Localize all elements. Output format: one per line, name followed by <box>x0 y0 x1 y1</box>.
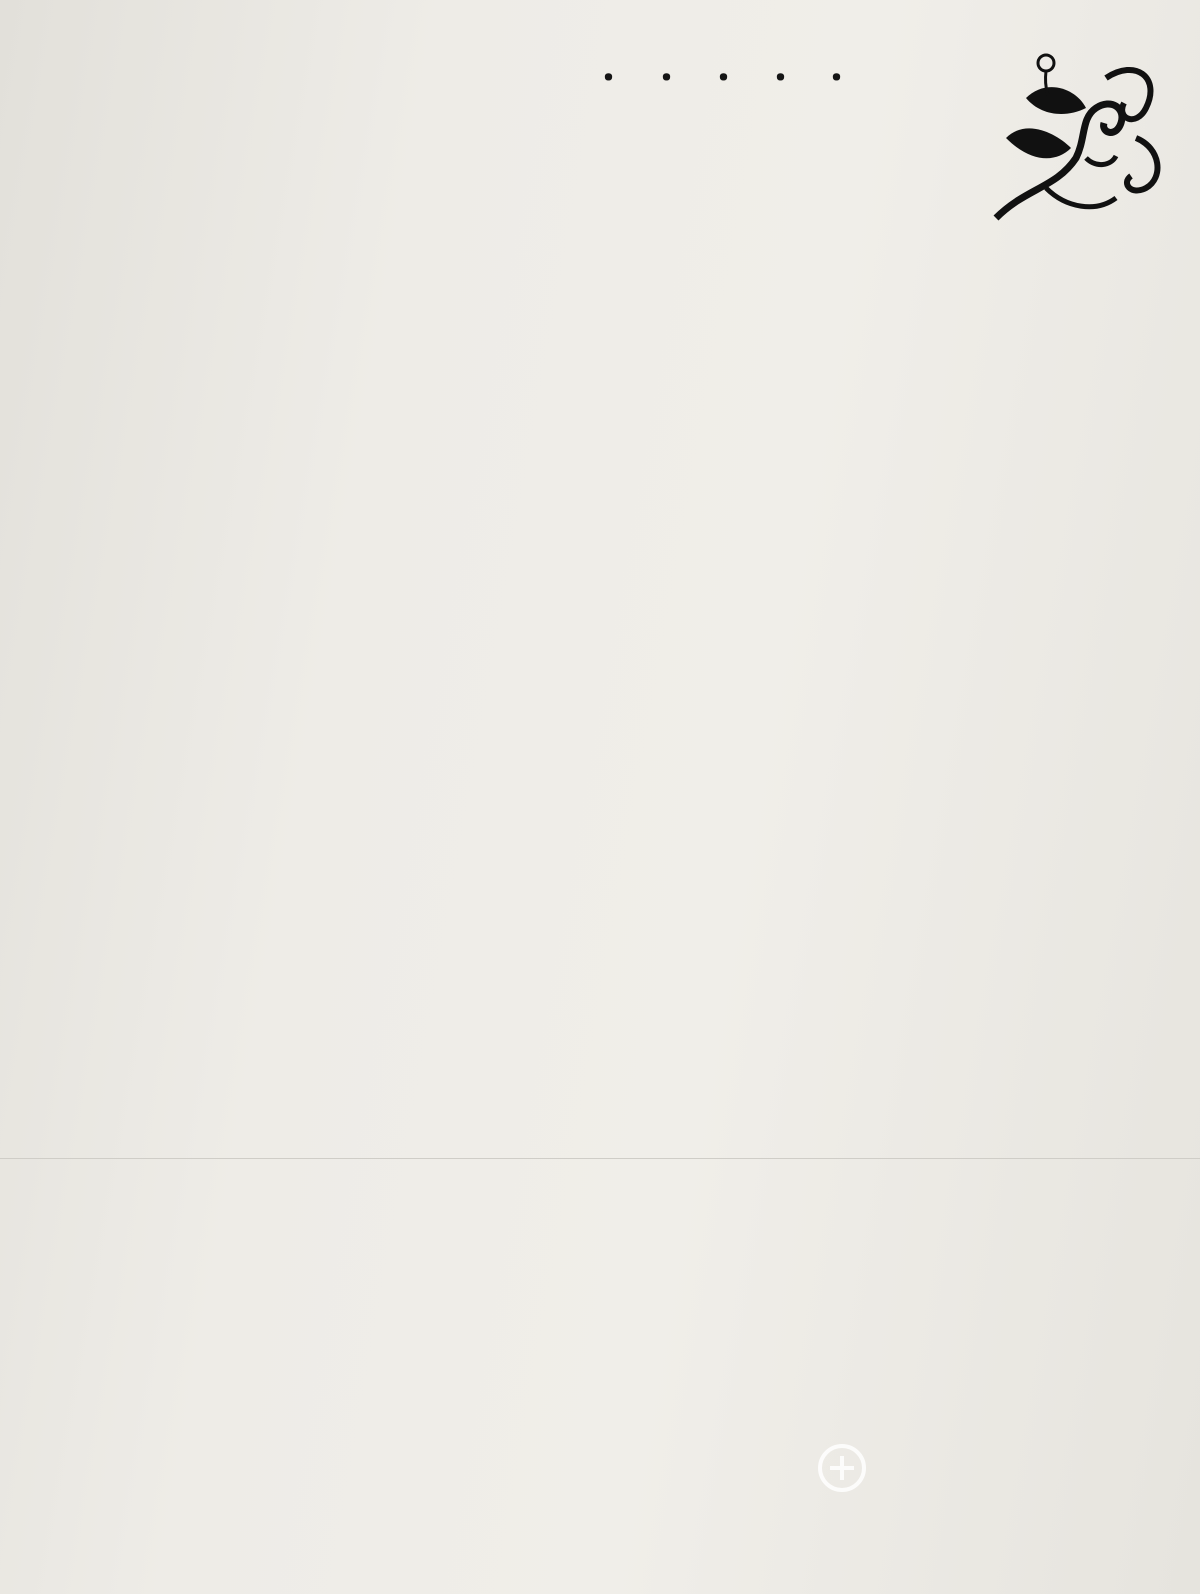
section-divider <box>0 1158 1200 1159</box>
credit-publishing-house: ・ <box>585 60 625 97</box>
credit-binder: ・ <box>643 60 683 97</box>
kongfz-logo-icon <box>812 1442 872 1494</box>
credit-printer: ・ <box>700 60 740 97</box>
phoenix-emblem-icon <box>986 38 1166 228</box>
credit-publisher: ・ <box>757 60 797 97</box>
credit-author: ・ <box>813 60 853 97</box>
